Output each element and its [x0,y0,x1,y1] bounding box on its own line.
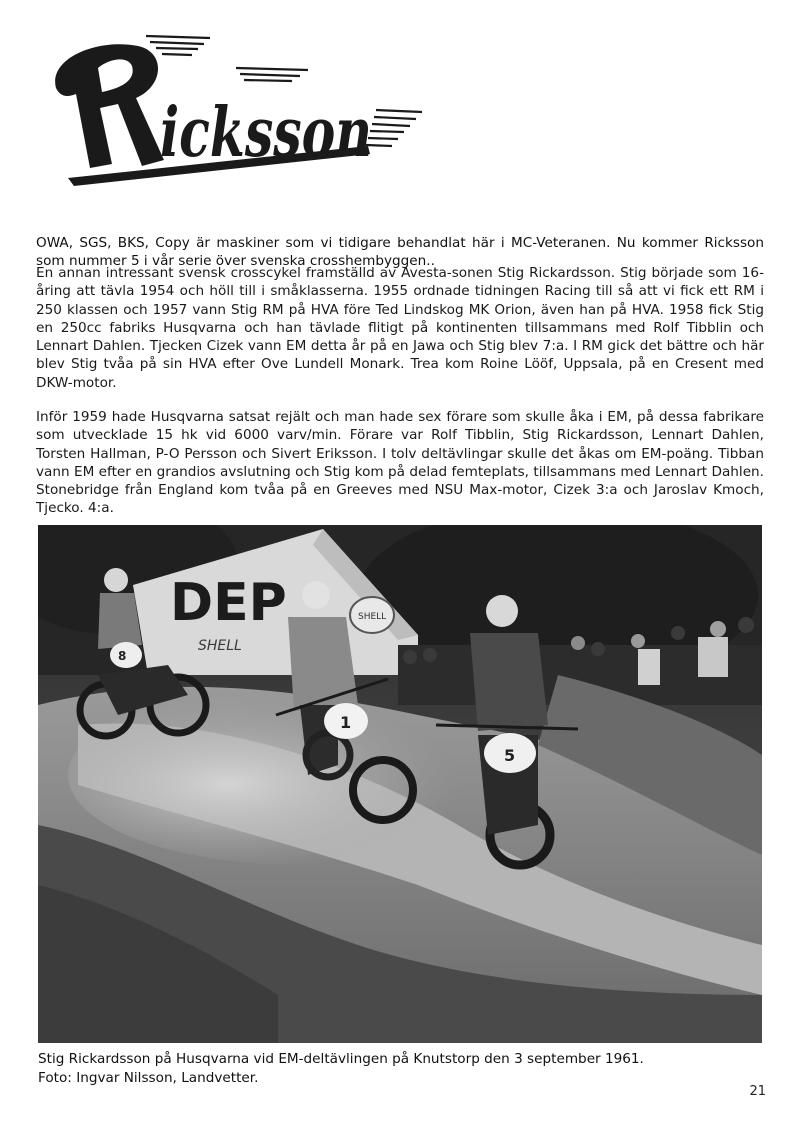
intro-paragraph: OWA, SGS, BKS, Copy är maskiner som vi tidigare behandlat här i MC-Veteranen. Nu kommer Ricksson som nummer 5 i vår serie över svenska crosshembyggen.. [36,234,764,270]
caption-line-1: Stig Rickardsson på Husqvarna vid EM-deltävlingen på Knutstorp den 3 september 1961. [38,1051,644,1067]
motocross-photo [38,525,762,1043]
page-number: 21 [749,1084,766,1099]
ricksson-logo [38,28,428,188]
banner-text: DEP [170,573,287,633]
svg-text:5: 5 [504,746,516,765]
body-paragraph-1: En annan intressant svensk crosscykel framställd av Avesta-sonen Stig Rickardsson. Stig började som 16-åring att tävla 1954 och höll till i småklasserna. 1955 ordnade tidningen Racing till så att vi fick ett RM i 250 klassen och 1957 vann Stig RM på HVA före Ted Lindskog MK Orion, även han på HVA. 1958 fick Stig en 250cc fabriks Husqvarna och han tävlade flitigt på kontinenten tillsammans med Rolf Tibblin och Lennart Dahlen. Tjecken Cizek vann EM detta år på en Jawa och Stig blev 7:a. I RM gick det bättre och här blev Stig tvåa på sin HVA efter Ove Lundell Monark. Trea kom Roine Lööf, Uppsala, på en Cresent med DKW-motor. [36,265,764,391]
svg-text:1: 1 [340,713,352,732]
banner-subtext: SHELL [198,638,242,654]
photo-caption [38,1050,762,1087]
svg-text:icksson: icksson [160,93,372,173]
caption-line-2: Foto: Ingvar Nilsson, Landvetter. [38,1069,259,1086]
shell-logo-text: SHELL [358,612,387,622]
svg-text:8: 8 [118,649,127,663]
body-paragraph-2: Inför 1959 hade Husqvarna satsat rejält och man hade sex förare som skulle åka i EM, på dessa fabrikare som utvecklade 15 hk vid 6000 varv/min. Förare var Rolf Tibblin, Stig Rickardsson, Lennart Dahlen, Torsten Hallman, P-O Persson och Sivert Eriksson. I tolv deltävlingar skulle det åkas om EM-poäng. Tibban vann EM efter en grandios avslutning och Stig kom på delad femteplats, tillsammans med Lennart Dahlen. Stonebridge från England kom tvåa på en Greeves med NSU Max-motor, Cizek 3:a och Jaroslav Kmoch, Tjecko. 4:a. [36,409,764,517]
